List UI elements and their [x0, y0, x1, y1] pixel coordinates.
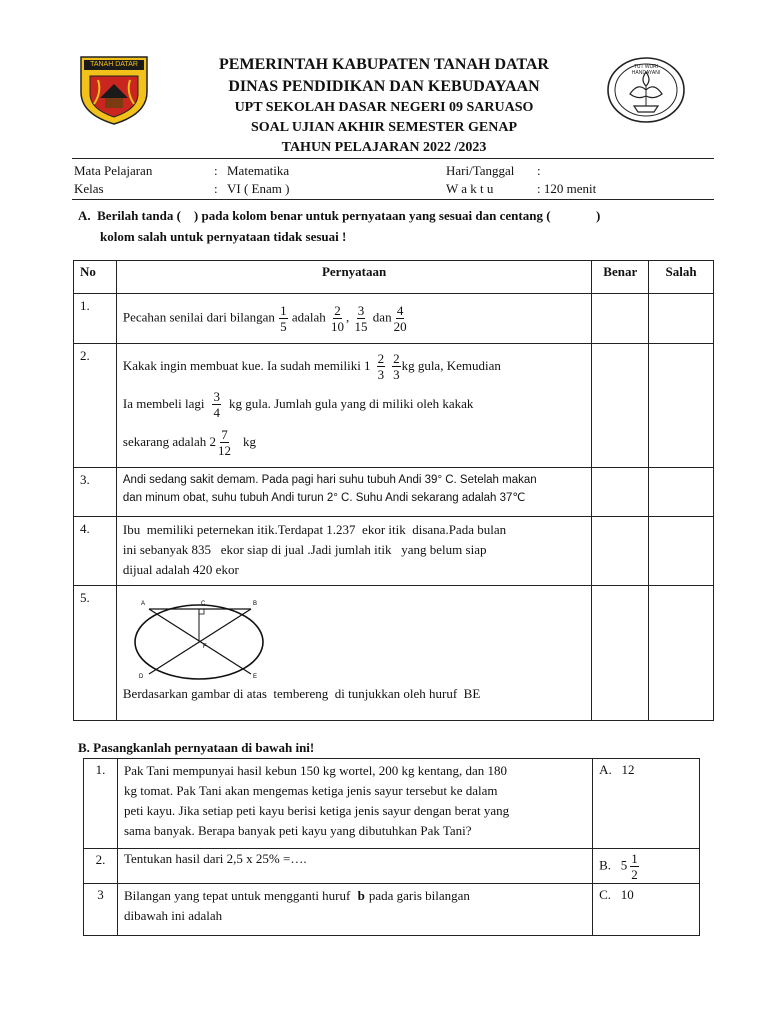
- table-row: [84, 759, 700, 849]
- header-exam-title: SOAL UJIAN AKHIR SEMESTER GENAP: [250, 120, 518, 135]
- statement-text: kg gula, Kemudian: [401, 358, 501, 373]
- info-divider: [72, 199, 714, 200]
- row-statement: [116, 468, 591, 517]
- row-statement: [117, 884, 592, 936]
- point-label-a: A: [140, 601, 145, 607]
- fraction: $\frac{1}{5}$: [280, 303, 287, 334]
- answer-option: B. 5 $\frac{1}{2}$: [593, 849, 700, 884]
- statement-text: kg: [243, 434, 257, 449]
- statement-text: kg tomat. Pak Tani akan mengemas ketiga jenis sayur tersebut ke dalam: [123, 783, 498, 798]
- row-statement: Pecahan senilai dari bilangan $\frac{1}{5}$ adalah $\frac{2}{10}$ , $\frac{3}{15}$ dan $\frac{4}{20}$: [116, 294, 591, 344]
- subject-label: Mata Pelajaran: [74, 163, 153, 178]
- fraction: $\frac{3}{15}$: [354, 303, 368, 334]
- statement-text: dibawah ini adalah: [123, 908, 223, 923]
- statement-text: Berdasarkan gambar di atas tembereng di tunjukkan oleh huruf BE: [122, 686, 481, 701]
- answer-option: A. 12: [593, 759, 700, 849]
- row-number: 5.: [74, 586, 117, 721]
- row-statement: [116, 517, 591, 586]
- statement-text: sekarang adalah 2: [122, 434, 217, 449]
- section-a-instructions: [78, 205, 718, 247]
- row-number: 1.: [74, 294, 117, 344]
- true-answer-cell[interactable]: [592, 517, 649, 586]
- statement-text: Pak Tani mempunyai hasil kebun 150 kg wortel, 200 kg kentang, dan 180: [123, 763, 507, 778]
- header-divider: [72, 158, 714, 159]
- false-answer-cell[interactable]: [649, 294, 714, 344]
- point-label-d: D: [138, 674, 144, 680]
- point-label-e: E: [252, 674, 257, 680]
- row-number: 4.: [74, 517, 117, 586]
- col-true-header: Benar: [592, 261, 649, 294]
- row-number: 1.: [84, 759, 118, 849]
- answer-option: C. 10: [593, 884, 700, 936]
- variable-b: b: [357, 888, 365, 903]
- statement-text: dan minum obat, suhu tubuh Andi turun 2° C. Suhu Andi sekarang adalah 37℃: [122, 492, 526, 504]
- section-a-table: [73, 260, 714, 721]
- table-row: [74, 586, 714, 721]
- point-label-f: F: [202, 644, 207, 650]
- statement-text: Tentukan hasil dari 2,5 x 25% =….: [123, 851, 307, 866]
- row-statement: [117, 849, 592, 884]
- row-number: 2.: [74, 344, 117, 468]
- false-answer-cell[interactable]: [649, 586, 714, 721]
- fraction: $\frac{3}{4}$: [213, 388, 220, 420]
- logo-left-text: TANAH DATAR: [90, 61, 138, 68]
- logo-right-text: TUT WURI HANDAYANI: [631, 64, 661, 76]
- class-colon: :: [214, 181, 218, 196]
- statement-text: Ia membeli lagi: [122, 396, 205, 411]
- statement-text: Andi sedang sakit demam. Pada pagi hari suhu tubuh Andi 39° C. Setelah makan: [122, 474, 537, 486]
- table-row: [74, 517, 714, 586]
- statement-text: sama banyak. Berapa banyak peti kayu yang dibutuhkan Pak Tani?: [123, 823, 472, 838]
- statement-text: kg gula. Jumlah gula yang di miliki oleh kakak: [228, 396, 474, 411]
- table-row: [74, 294, 714, 344]
- table-row: [84, 849, 700, 884]
- true-answer-cell[interactable]: [592, 586, 649, 721]
- fraction: $\frac{4}{20}$: [393, 303, 407, 334]
- subject-value: Matematika: [227, 163, 290, 178]
- header-school-year: TAHUN PELAJARAN 2022 /2023: [281, 140, 487, 155]
- fraction: $\frac{2}{3}$: [393, 350, 400, 382]
- subject-colon: :: [214, 163, 218, 178]
- circle-diagram: [129, 592, 269, 682]
- fraction: $\frac{2}{3}$: [377, 350, 385, 382]
- time-label: W a k t u: [446, 181, 494, 196]
- table-row: [84, 884, 700, 936]
- col-no-header: No: [74, 261, 117, 294]
- row-statement: [116, 586, 591, 721]
- col-statement-header: Pernyataan: [116, 261, 591, 294]
- statement-text: Bilangan yang tepat untuk mengganti huruf: [123, 888, 351, 903]
- true-answer-cell[interactable]: [592, 294, 649, 344]
- day-label: Hari/Tanggal: [446, 163, 515, 178]
- row-number: 3: [84, 884, 118, 936]
- table-header-row: [74, 261, 714, 294]
- row-number: 2.: [84, 849, 118, 884]
- statement-text: dan: [372, 309, 392, 325]
- fraction: $\frac{1}{2}$: [631, 850, 638, 882]
- table-row: [74, 468, 714, 517]
- row-statement: [116, 344, 591, 468]
- statement-text: Pecahan senilai dari bilangan: [122, 309, 275, 325]
- statement-text: ini sebanyak 835 ekor siap di jual .Jadi jumlah itik yang belum siap: [122, 542, 487, 557]
- class-label: Kelas: [74, 181, 104, 196]
- row-number: 3.: [74, 468, 117, 517]
- false-answer-cell[interactable]: [649, 517, 714, 586]
- statement-text: dijual adalah 420 ekor: [122, 562, 239, 577]
- class-value: VI ( Enam ): [227, 181, 290, 196]
- row-statement: [117, 759, 592, 849]
- statement-text: Ibu memiliki peternekan itik.Terdapat 1.237 ekor itik disana.Pada bulan: [122, 522, 507, 537]
- day-colon: :: [537, 163, 541, 178]
- section-a-title: A. Berilah tanda ( ) pada kolom benar untuk pernyataan yang sesuai dan centang ( ): [78, 208, 601, 223]
- section-a-title-2: kolom salah untuk pernyataan tidak sesuai !: [100, 229, 347, 244]
- table-row: [74, 344, 714, 468]
- section-b-title: B. Pasangkanlah pernyataan di bawah ini!: [78, 740, 315, 755]
- true-answer-cell[interactable]: [592, 344, 649, 468]
- statement-text: Kakak ingin membuat kue. Ia sudah memiliki 1: [122, 358, 371, 373]
- point-label-b: B: [252, 601, 257, 607]
- fraction: $\frac{7}{12}$: [218, 426, 232, 458]
- point-label-c: C: [200, 601, 206, 607]
- header-school: UPT SEKOLAH DASAR NEGERI 09 SARUASO: [234, 100, 534, 115]
- false-answer-cell[interactable]: [649, 468, 714, 517]
- section-b-table: [83, 758, 700, 936]
- fraction: $\frac{2}{10}$: [331, 303, 345, 334]
- col-false-header: Salah: [649, 261, 714, 294]
- header-government: PEMERINTAH KABUPATEN TANAH DATAR: [219, 56, 549, 73]
- header-department: DINAS PENDIDIKAN DAN KEBUDAYAAN: [228, 78, 540, 95]
- statement-text: pada garis bilangan: [368, 888, 470, 903]
- true-answer-cell[interactable]: [592, 468, 649, 517]
- false-answer-cell[interactable]: [649, 344, 714, 468]
- time-value: : 120 menit: [537, 181, 597, 196]
- statement-text: peti kayu. Jika setiap peti kayu berisi ketiga jenis sayur dengan berat yang: [123, 803, 510, 818]
- statement-text: adalah: [291, 309, 326, 325]
